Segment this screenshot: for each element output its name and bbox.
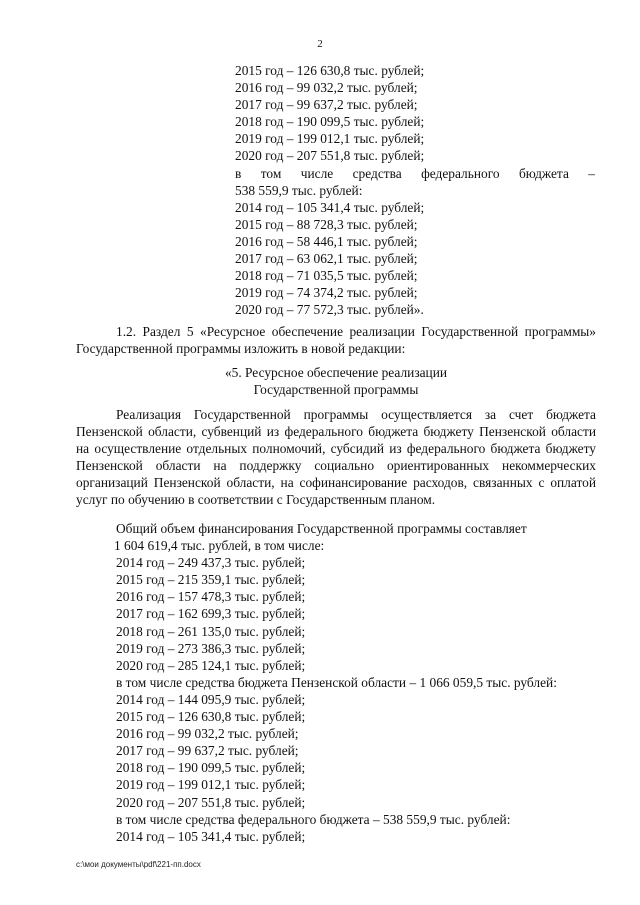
top-amount-list [235,62,595,318]
list-item: 2019 год – 199 012,1 тыс. рублей; [116,777,306,793]
list-item: 2016 год – 99 032,2 тыс. рублей; [116,726,299,742]
list-item: 2014 год – 105 341,4 тыс. рублей; [116,828,306,844]
federal-budget-total: 538 559,9 тыс. рублей: [235,182,363,198]
list-item: 2018 год – 190 099,5 тыс. рублей; [116,760,306,776]
list-item: 2015 год – 88 728,3 тыс. рублей; [235,216,418,232]
list-item: 2018 год – 71 035,5 тыс. рублей; [235,268,418,284]
list-item: 2020 год – 285 124,1 тыс. рублей; [116,657,306,673]
heading-line-1: «5. Ресурсное обеспечение реализации [224,365,448,380]
list-item: 2016 год – 58 446,1 тыс. рублей; [235,233,418,249]
list-item: 2016 год – 157 478,3 тыс. рублей; [116,589,306,605]
list-item: 2018 год – 261 135,0 тыс. рублей; [116,623,306,639]
list-item: 2018 год – 190 099,5 тыс. рублей; [235,114,425,130]
list-item: 2014 год – 105 341,4 тыс. рублей; [235,199,425,215]
section-heading [76,364,596,398]
realization-text: Реализация Государственной программы осуществляется за счет бюджета Пензенской области, субвенций из федерального бюджета бюджету Пензенской области на осуществление отдельных полномочий, субсидий из федерального бюджета бюджету Пензенской области на поддержку социально ориентированных некоммерческих организаций Пензенской области, на софинансирование расходов, связанных с оплатой услуг по обучению в соответствии с Государственным планом. [76,407,596,508]
realization-paragraph [76,406,596,509]
list-item: 2015 год – 215 359,1 тыс. рублей; [116,572,306,588]
list-item: 2016 год – 99 032,2 тыс. рублей; [235,80,418,96]
list-item: 2020 год – 207 551,8 тыс. рублей; [116,794,306,810]
heading-line-2: Государственной программы [253,382,419,398]
list-item: 2014 год – 144 095,9 тыс. рублей; [116,691,306,707]
financing-section [116,520,596,845]
section-1-2-text: 1.2. Раздел 5 «Ресурсное обеспечение реализации Государственной программы» Государственной программы изложить в новой редакции: [76,324,596,357]
list-item: 2015 год – 126 630,8 тыс. рублей; [235,63,425,78]
total-financing-line: Общий объем финансирования Государственной программы составляет [116,521,527,536]
footer-file-path: c:\мои документы\pdf\221-пп.docx [76,860,201,869]
regional-budget-line: в том числе средства бюджета Пензенской области – 1 066 059,5 тыс. рублей: [116,674,557,690]
list-item: 2020 год – 77 572,3 тыс. рублей». [235,302,424,318]
page-number: 2 [317,38,323,50]
list-item: 2017 год – 99 637,2 тыс. рублей; [235,97,418,113]
list-item: 2019 год – 273 386,3 тыс. рублей; [116,640,306,656]
federal-budget-line: в том числе средства федерального бюджета – [235,165,595,181]
list-item: 2015 год – 126 630,8 тыс. рублей; [116,709,306,725]
list-item: 2019 год – 74 374,2 тыс. рублей; [235,285,418,301]
list-item: 2017 год – 162 699,3 тыс. рублей; [116,606,306,622]
federal-budget-line: в том числе средства федерального бюджета – 538 559,9 тыс. рублей: [116,811,511,827]
list-item: 2017 год – 63 062,1 тыс. рублей; [235,251,418,267]
list-item: 2014 год – 249 437,3 тыс. рублей; [116,555,306,571]
list-item: 2020 год – 207 551,8 тыс. рублей; [235,148,425,164]
section-1-2-paragraph [76,323,596,357]
total-financing-amount: 1 604 619,4 тыс. рублей, в том числе: [114,538,325,554]
list-item: 2019 год – 199 012,1 тыс. рублей; [235,131,425,147]
list-item: 2017 год – 99 637,2 тыс. рублей; [116,743,299,759]
